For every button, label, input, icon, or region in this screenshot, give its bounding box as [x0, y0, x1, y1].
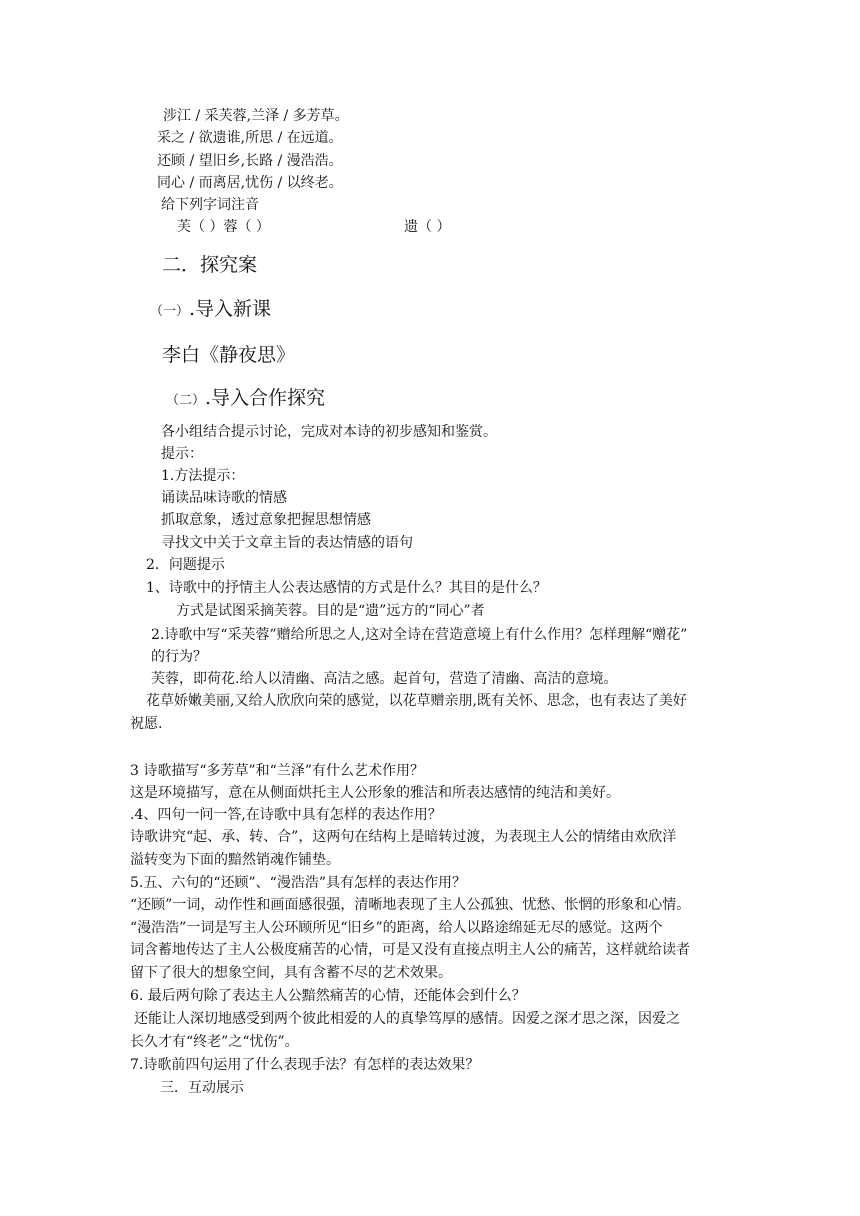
subsection-2-heading — [166, 386, 325, 410]
answer-2-line-3: 祝愿. — [130, 716, 163, 732]
answer-1: 方式是试图采摘芙蓉。目的是“遗”远方的“同心”者 — [176, 603, 485, 619]
question-3: 3 诗歌描写“多芳草”和“兰泽”有什么艺术作用？ — [130, 763, 424, 779]
subsection-1-prefix: （一） — [150, 304, 190, 319]
discussion-intro: 各小组结合提示讨论，完成对本诗的初步感知和鉴赏。 — [161, 424, 497, 440]
answer-6-line-2: 长久才有“终老”之“忧伤”。 — [130, 1034, 299, 1050]
subsection-1-heading — [150, 297, 271, 321]
question-4: .4、四句一问一答,在诗歌中具有怎样的表达作用？ — [130, 807, 442, 823]
answer-4-line-1: 诗歌讲究“起、承、转、合”，这两句在结构上是暗转过渡，为表现主人公的情绪由欢欣洋 — [130, 829, 677, 845]
method-item-1: 诵读品味诗歌的情感 — [161, 490, 287, 506]
answer-3: 这是环境描写，意在从侧面烘托主人公形象的雅洁和所表达感情的纯洁和美好。 — [130, 785, 620, 801]
hint-label: 提示： — [161, 446, 203, 462]
question-5: 5.五、六句的“还顾”、“漫浩浩”具有怎样的表达作用？ — [130, 875, 466, 891]
answer-5-line-2: “漫浩浩”一词是写主人公环顾所见“旧乡”的距离，给人以路途绵延无尽的感觉。这两个 — [130, 920, 663, 936]
subsection-2-text: .导入合作探究 — [205, 387, 326, 409]
subsection-1-text: .导入新课 — [189, 298, 272, 320]
answer-6-line-1: 还能让人深切地感受到两个彼此相爱的人的真挚笃厚的感情。因爱之深才思之深，因爱之 — [134, 1011, 680, 1027]
question-2-line-1: 2.诗歌中写“采芙蓉”赠给所思之人,这对全诗在营造意境上有什么作用？怎样理解“赠花” — [151, 627, 688, 643]
phonetic-heading: 给下列字词注音 — [161, 197, 259, 213]
question-hint-label: 2．问题提示 — [146, 557, 225, 573]
answer-5-line-3: 词含蓄地传达了主人公极度痛苦的心情，可是又没有直接点明主人公的痛苦，这样就给读者 — [130, 942, 690, 958]
question-6: 6. 最后两句除了表达主人公黯然痛苦的心情，还能体会到什么？ — [130, 988, 526, 1004]
poem-line-2: 采之 / 欲遗谁,所思 / 在远道。 — [157, 130, 343, 146]
answer-2-line-1: 芙蓉，即荷花.给人以清幽、高洁之感。起首句，营造了清幽、高洁的意境。 — [151, 671, 618, 687]
method-item-2: 抓取意象，透过意象把握思想情感 — [161, 512, 371, 528]
phonetic-item-furong: 芙（ ）蓉（ ） — [177, 219, 270, 235]
phonetic-item-yi: 遗（ ） — [404, 219, 451, 235]
answer-5-line-1: “还顾”一词，动作性和画面感很强，清晰地表现了主人公孤独、忧愁、怅惘的形象和心情。 — [130, 897, 691, 913]
method-item-3: 寻找文中关于文章主旨的表达情感的语句 — [161, 535, 413, 551]
answer-5-line-4: 留下了很大的想象空间，具有含蓄不尽的艺术效果。 — [130, 965, 452, 981]
poem-line-3: 还顾 / 望旧乡,长路 / 漫浩浩。 — [157, 153, 343, 169]
method-label: 1.方法提示： — [161, 468, 245, 484]
poem-reference: 李白《静夜思》 — [162, 344, 296, 366]
poem-line-4: 同心 / 而离居,忧伤 / 以终老。 — [157, 175, 343, 191]
question-1: 1、诗歌中的抒情主人公表达感情的方式是什么？其目的是什么？ — [146, 580, 547, 596]
poem-line-1: 涉江 / 采芙蓉,兰泽 / 多芳草。 — [163, 108, 349, 124]
subsection-2-prefix: （二） — [166, 393, 206, 408]
question-7: 7.诗歌前四句运用了什么表现手法？有怎样的表达效果？ — [130, 1057, 480, 1073]
question-2-line-2: 的行为？ — [151, 649, 207, 665]
section-2-title: 二．探究案 — [162, 254, 258, 276]
answer-2-line-2: 花草娇嫩美丽,又给人欣欣向荣的感觉，以花草赠亲朋,既有关怀、思念，也有表达了美好 — [146, 693, 687, 709]
section-3-title: 三．互动展示 — [160, 1080, 244, 1096]
answer-4-line-2: 溢转变为下面的黯然销魂作铺垫。 — [130, 852, 340, 868]
